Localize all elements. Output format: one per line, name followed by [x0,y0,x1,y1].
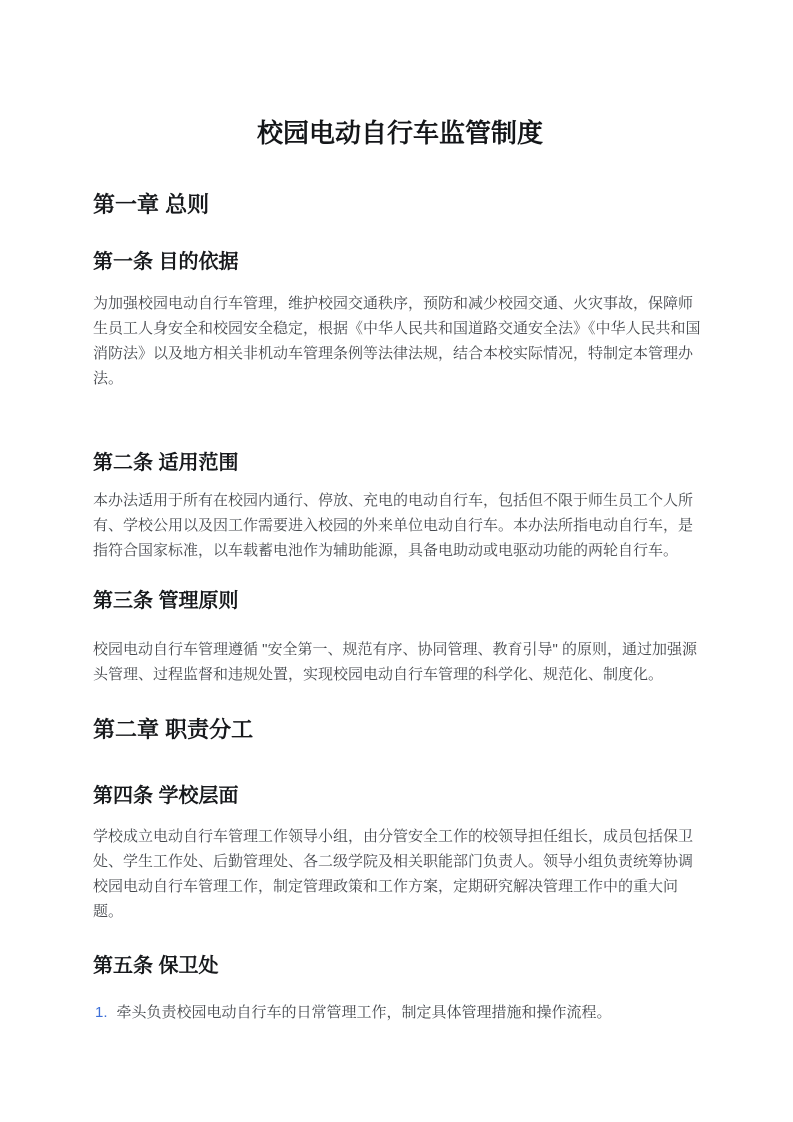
article-heading-security-dept: 第五条 保卫处 [93,955,219,977]
paragraph-purpose: 为加强校园电动自行车管理，维护校园交通秩序，预防和减少校园交通、火灾事故，保障师生员工人身安全和校园安全稳定，根据《中华人民共和国道路交通安全法》《中华人民共和国消防法》以及地方相关非机动车管理条例等法律法规，结合本校实际情况，特制定本管理办法。 [93,295,701,387]
article-heading-principles: 第三条 管理原则 [93,590,239,612]
paragraph-scope: 本办法适用于所有在校园内通行、停放、充电的电动自行车，包括但不限于师生员工个人所有、学校公用以及因工作需要进入校园的外来单位电动自行车。本办法所指电动自行车，是指符合国家标准，以车载蓄电池作为辅助能源，具备电助动或电驱动功能的两轮自行车。 [93,492,694,559]
list-item-number: 1. [95,1004,108,1021]
chapter-heading-general: 第一章 总则 [93,192,210,217]
list-item-text: 牵头负责校园电动自行车的日常管理工作，制定具体管理措施和操作流程。 [116,1004,612,1021]
document-title: 校园电动自行车监管制度 [256,118,543,148]
article-heading-school-level: 第四条 学校层面 [93,785,239,807]
paragraph-school-level: 学校成立电动自行车管理工作领导小组，由分管安全工作的校领导担任组长，成员包括保卫处、学生工作处、后勤管理处、各二级学院及相关职能部门负责人。领导小组负责统筹协调校园电动自行车管理工作，制定管理政策和工作方案，定期研究解决管理工作中的重大问题。 [93,828,694,920]
chapter-heading-duties: 第二章 职责分工 [93,717,254,742]
ordered-list-item [93,1000,707,1025]
article-heading-purpose: 第一条 目的依据 [93,251,239,273]
empty-line [93,391,707,423]
article-heading-scope: 第二条 适用范围 [93,452,239,474]
paragraph-principles: 校园电动自行车管理遵循 "安全第一、规范有序、协同管理、教育引导" 的原则，通过加强源头管理、过程监督和违规处置，实现校园电动自行车管理的科学化、规范化、制度化。 [93,641,697,683]
